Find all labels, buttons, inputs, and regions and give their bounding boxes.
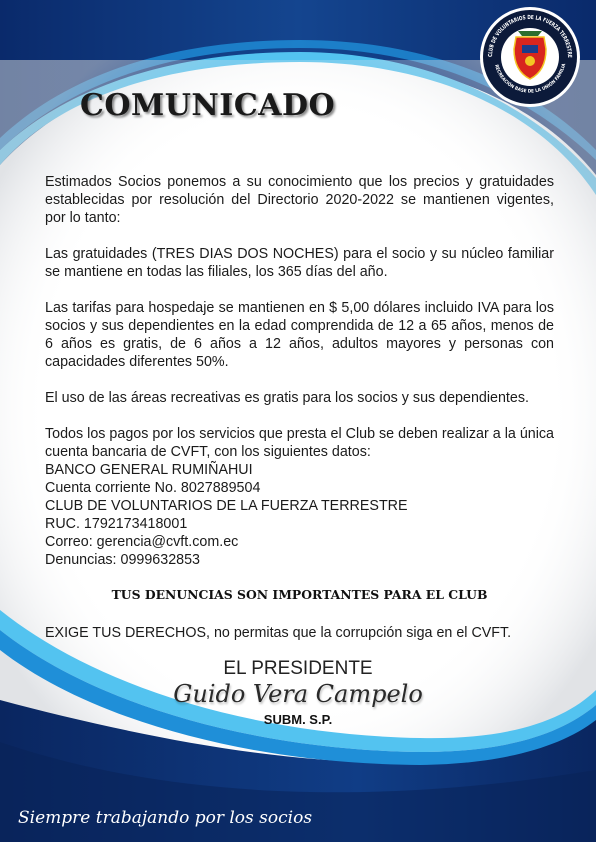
communique-body	[45, 173, 554, 569]
ruc-number: RUC. 1792173418001	[45, 516, 188, 532]
payments-paragraph: Todos los pagos por los servicios que presta el Club se deben realizar a la única cuenta bancaria de CVFT, con los siguientes datos:	[45, 426, 554, 460]
logo-bottom-text: RECREACIÓN BASE DE LA UNIÓN FAMILIA	[493, 62, 568, 95]
highlight-notice: TUS DENUNCIAS SON IMPORTANTES PARA EL CLUB	[111, 587, 488, 602]
complaints-phone: Denuncias: 0999632853	[45, 552, 201, 568]
bank-account: Cuenta corriente No. 8027889504	[45, 480, 261, 496]
intro-paragraph: Estimados Socios ponemos a su conocimiento que los precios y gratuidades establecidas por resolución del Directorio 2020-2022 se mantienen vigentes, por lo tanto:	[45, 174, 554, 226]
logo-top-text: CLUB DE VOLUNTARIOS DE LA FUERZA TERRESTRE	[487, 14, 573, 59]
document-title: COMUNICADO	[80, 88, 336, 123]
account-holder: CLUB DE VOLUNTARIOS DE LA FUERZA TERRESTRE	[45, 498, 408, 514]
signature-rank: SUBM. S.P.	[263, 712, 333, 727]
signature-label: EL PRESIDENTE	[223, 658, 373, 679]
recreation-paragraph: El uso de las áreas recreativas es gratis para los socios y sus dependientes.	[45, 390, 529, 406]
signature-name: Guido Vera Campelo	[173, 680, 423, 708]
closing-line: EXIGE TUS DERECHOS, no permitas que la corrupción siga en el CVFT.	[45, 625, 512, 641]
rates-paragraph: Las tarifas para hospedaje se mantienen en $ 5,00 dólares incluido IVA para los socios y sus dependientes en la edad comprendida de 12 a 65 años, menos de 6 años es gratis, de 6 años a 12 años, adultos mayores y personas con capacidades diferentes 50%.	[45, 300, 554, 370]
contact-email: Correo: gerencia@cvft.com.ec	[45, 534, 239, 550]
footer-slogan: Siempre trabajando por los socios	[18, 808, 313, 828]
gratuities-paragraph: Las gratuidades (TRES DIAS DOS NOCHES) para el socio y su núcleo familiar se mantiene en todas las filiales, los 365 días del año.	[45, 246, 554, 280]
bank-name: BANCO GENERAL RUMIÑAHUI	[45, 462, 253, 478]
club-seal-logo	[478, 5, 582, 109]
